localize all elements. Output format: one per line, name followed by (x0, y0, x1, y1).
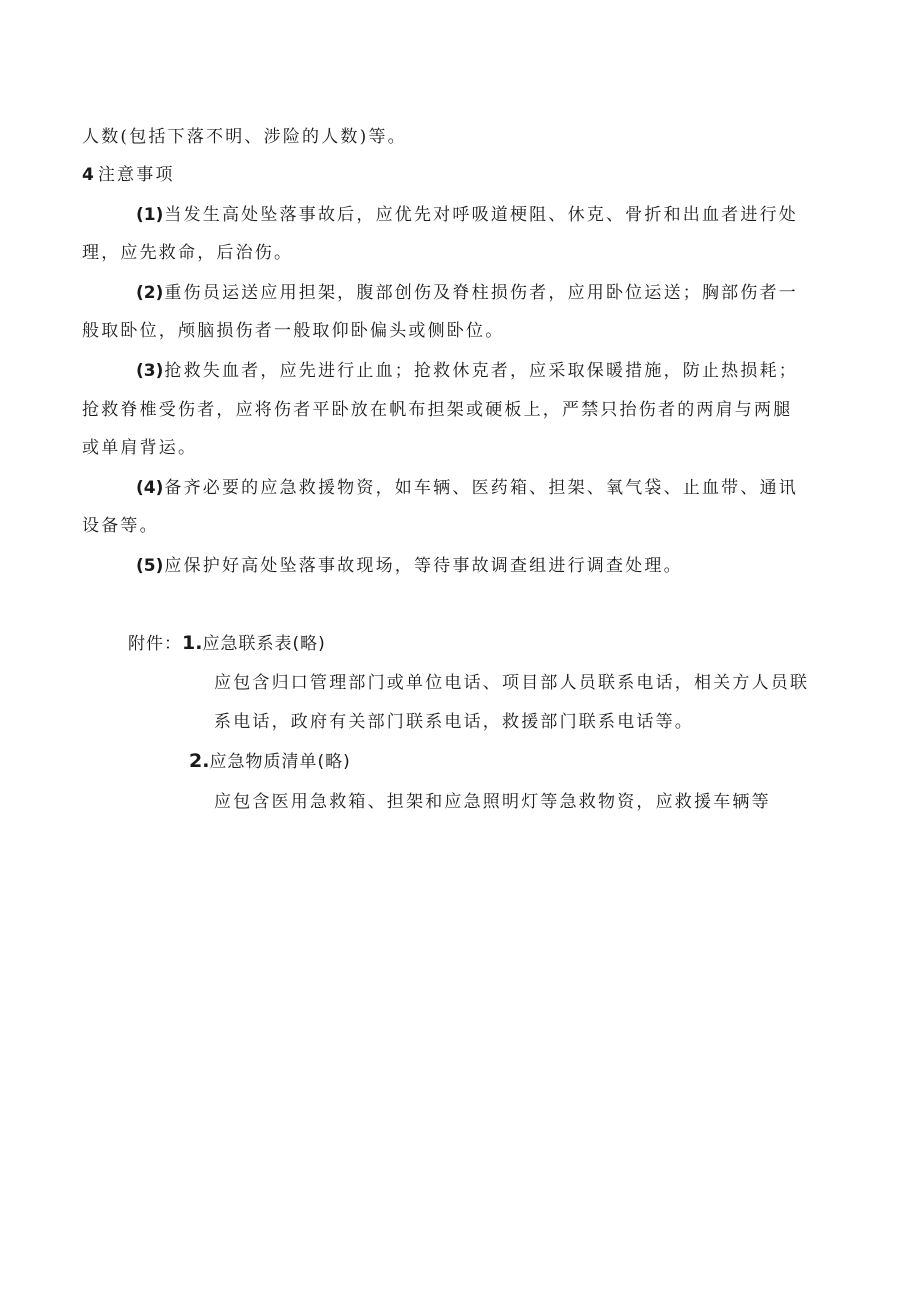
attachment-1-desc-line-2: 系电话，政府有关部门联系电话，救援部门联系电话等。 (214, 712, 694, 732)
attachment-2-title: 应急物质清单(略) (209, 752, 351, 772)
item-2-line-2: 般取卧位，颅脑损伤者一般取仰卧偏头或侧卧位。 (82, 321, 505, 341)
attachment-1-number: 1. (182, 632, 203, 654)
attachment-2-header (189, 750, 351, 773)
item-3-line-2: 抢救脊椎受伤者，应将伤者平卧放在帆布担架或硬板上，严禁只抬伤者的两肩与两腿 (82, 400, 793, 420)
item-3-number: (3) (136, 361, 164, 381)
item-2-line-1 (136, 282, 798, 304)
item-2-text: 重伤员运送应用担架，腹部创伤及脊柱损伤者，应用卧位运送；胸部伤者一 (164, 283, 798, 303)
item-4-line-2: 设备等。 (82, 516, 159, 536)
item-3-text: 抢救失血者，应先进行止血；抢救休克者，应采取保暖措施，防止热损耗； (164, 361, 798, 381)
attachment-2-number: 2. (189, 750, 210, 772)
attachment-1-header (128, 632, 326, 655)
item-3-line-3: 或单肩背运。 (82, 438, 198, 458)
item-5-line-1 (136, 555, 683, 577)
attachment-2-desc-line-1: 应包含医用急救箱、担架和应急照明灯等急救物资，应救援车辆等 (214, 792, 771, 812)
item-1-text: 当发生高处坠落事故后，应优先对呼吸道梗阻、休克、骨折和出血者进行处 (164, 205, 798, 225)
attachment-1-title: 应急联系表(略) (202, 634, 326, 654)
section-number: 4 (82, 165, 94, 185)
attachment-1-desc-line-1: 应包含归口管理部门或单位电话、项目部人员联系电话，相关方人员联 (214, 673, 810, 693)
section-heading (82, 164, 175, 186)
item-4-line-1 (136, 477, 798, 499)
item-1-line-2: 理，应先救命，后治伤。 (82, 243, 294, 263)
item-5-number: (5) (136, 556, 164, 576)
item-2-number: (2) (136, 283, 164, 303)
section-title: 注意事项 (97, 165, 175, 185)
item-1-line-1 (136, 204, 798, 226)
item-5-text: 应保护好高处坠落事故现场，等待事故调查组进行调查处理。 (164, 556, 683, 576)
item-4-number: (4) (136, 478, 164, 498)
attachments-label: 附件： (128, 634, 182, 654)
item-3-line-1 (136, 360, 798, 382)
item-1-number: (1) (136, 205, 164, 225)
item-4-text: 备齐必要的应急救援物资，如车辆、医药箱、担架、氧气袋、止血带、通讯 (164, 478, 798, 498)
intro-line: 人数(包括下落不明、涉险的人数)等。 (82, 127, 407, 147)
